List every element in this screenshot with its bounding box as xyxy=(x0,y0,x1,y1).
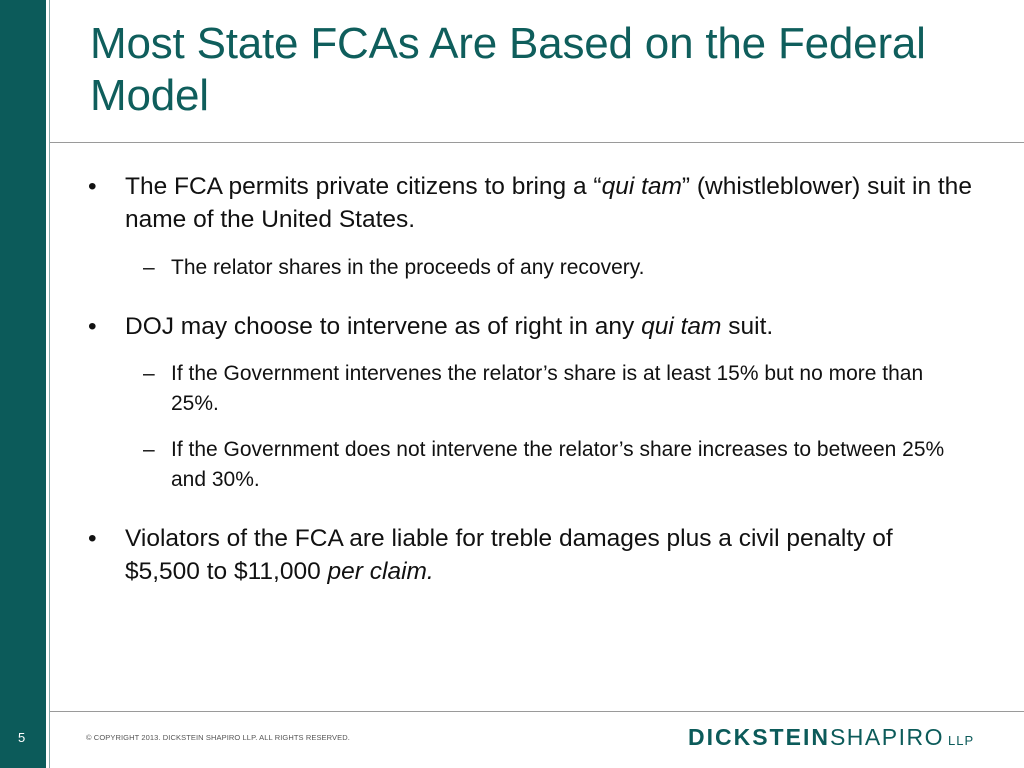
bullet-text-part: The FCA permits private citizens to bring a “ xyxy=(125,173,602,200)
bullet-text-part: suit. xyxy=(721,313,774,340)
sub-bullet-text: If the Government does not intervene the relator’s share increases to between 25% and 30%. xyxy=(171,438,945,491)
copyright-notice: © COPYRIGHT 2013. DICKSTEIN SHAPIRO LLP. ALL RIGHTS RESERVED. xyxy=(86,733,350,742)
bullet-marker: • xyxy=(88,525,97,552)
bullet-text-emphasis: qui tam xyxy=(601,173,682,200)
slide-number: 5 xyxy=(18,730,26,745)
sub-bullet-marker: – xyxy=(143,256,155,279)
sub-bullet-marker: – xyxy=(143,362,155,385)
sub-bullet-text: If the Government intervenes the relator’s share is at least 15% but no more than 25%. xyxy=(171,362,924,415)
bullet-text xyxy=(125,522,905,588)
sidebar-divider xyxy=(49,0,50,768)
slide-title: Most State FCAs Are Based on the Federal Model xyxy=(90,19,926,120)
logo-wordmark-light: SHAPIRO xyxy=(829,724,944,750)
brand-sidebar xyxy=(0,0,46,768)
bullet-marker: • xyxy=(88,173,97,200)
footer-divider xyxy=(50,711,1024,712)
bullet-text-emphasis: per claim. xyxy=(327,558,434,585)
sub-bullet-marker: – xyxy=(143,438,155,461)
bullet-text xyxy=(125,170,993,236)
bullet-text-part: ” (whistleblower) suit in the name of the United States. xyxy=(125,173,972,233)
company-logo xyxy=(688,724,974,752)
logo-wordmark-bold: DICKSTEIN xyxy=(688,724,830,750)
bullet-text-part: DOJ may choose to intervene as of right in any xyxy=(125,313,642,340)
bullet-text-part: Violators of the FCA are liable for treble damages plus a civil penalty of $5,500 to $11,000 xyxy=(125,525,893,585)
bullet-marker: • xyxy=(88,313,97,340)
bullet-text-emphasis: qui tam xyxy=(641,313,722,340)
bullet-text xyxy=(125,310,993,343)
logo-suffix: LLP xyxy=(947,733,975,748)
sub-bullet-text: The relator shares in the proceeds of any recovery. xyxy=(171,256,645,279)
title-divider xyxy=(50,142,1024,143)
